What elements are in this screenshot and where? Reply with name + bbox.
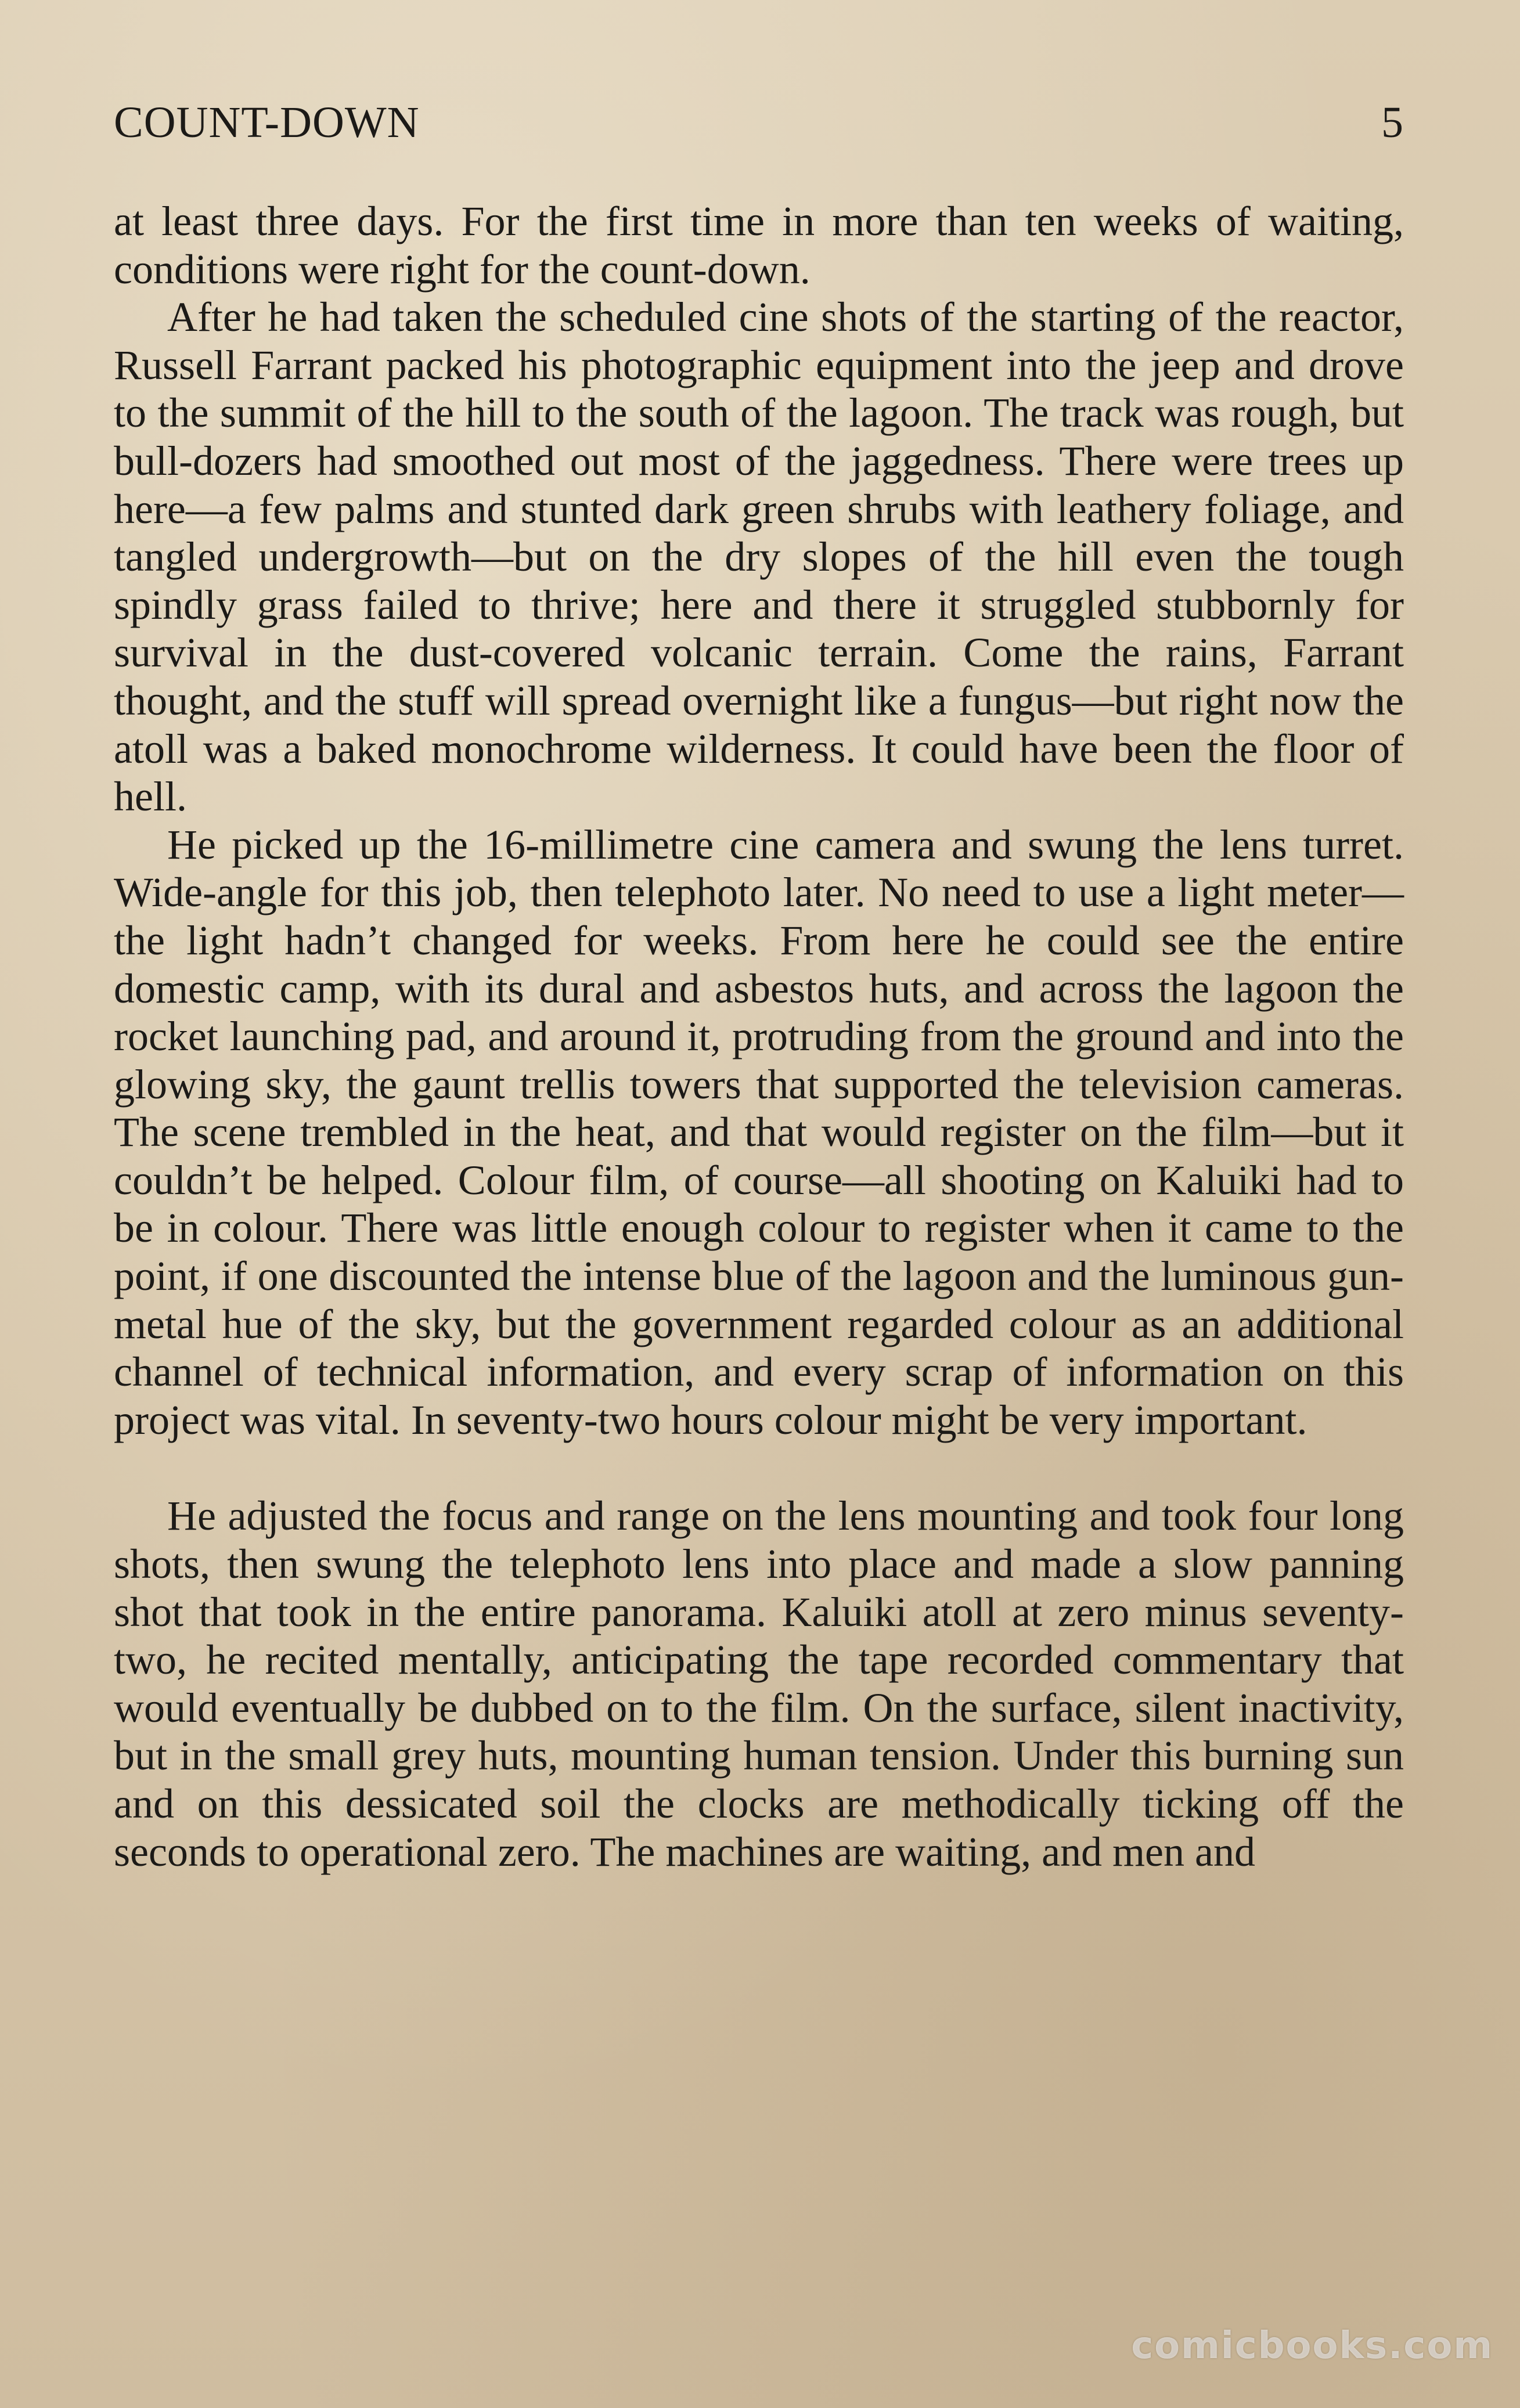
paragraph-panning-shot: He adjusted the focus and range on the lens mounting and took four long shots, then swung the telephoto lens into place and made a slow panning shot that took in the entire panorama. Kaluiki atoll at zero minus seventy-two, he recited mentally, anticipating the tape recorded commentary that would eventually be dubbed on to the film. On the surface, silent inactivity, but in the small grey huts, mounting human tension. Under this burning sun and on this dessicated soil the clocks are methodically ticking off the seconds to operational zero. The machines are waiting, and men and <box>114 1493 1404 1875</box>
page-number: 5 <box>1381 98 1404 147</box>
paragraph-cine-camera: He picked up the 16-millimetre cine camera and swung the lens turret. Wide-angle for this job, then telephoto later. No need to use a light meter—the light hadn’t changed for weeks. From here he could see the entire domestic camp, with its dural and asbestos huts, and across the lagoon the rocket launching pad, and around it, protruding from the ground and into the glowing sky, the gaunt trellis towers that supported the television cameras. The scene trembled in the heat, and that would register on the film—but it couldn’t be helped. Colour film, of course—all shooting on Kaluiki had to be in colour. There was little enough colour to register when it came to the point, if one discounted the intense blue of the lagoon and the luminous gun-metal hue of the sky, but the government regarded colour as an additional channel of technical information, and every scrap of information on this project was vital. In seventy-two hours colour might be very important. <box>114 821 1404 1443</box>
body-text <box>114 197 1404 1876</box>
paragraph-farrant-drive: After he had taken the scheduled cine shots of the starting of the reactor, Russell Farrant packed his photographic equipment into the jeep and drove to the summit of the hill to the south of the lagoon. The track was rough, but bull-dozers had smoothed out most of the jaggedness. There were trees up here—a few palms and stunted dark green shrubs with leathery foliage, and tangled undergrowth—but on the dry slopes of the hill even the tough spindly grass failed to thrive; here and there it struggled stubbornly for survival in the dust-covered volcanic terrain. Come the rains, Farrant thought, and the stuff will spread overnight like a fungus—but right now the atoll was a baked monochrome wilderness. It could have been the floor of hell. <box>114 294 1404 820</box>
book-page <box>114 87 1404 2322</box>
running-head <box>114 98 1404 156</box>
chapter-title: COUNT-DOWN <box>114 98 420 147</box>
site-watermark: comicbooks.com <box>1131 2324 1493 2367</box>
paragraph-continuation: at least three days. For the first time in more than ten weeks of waiting, conditions were right for the count-down. <box>114 198 1404 293</box>
